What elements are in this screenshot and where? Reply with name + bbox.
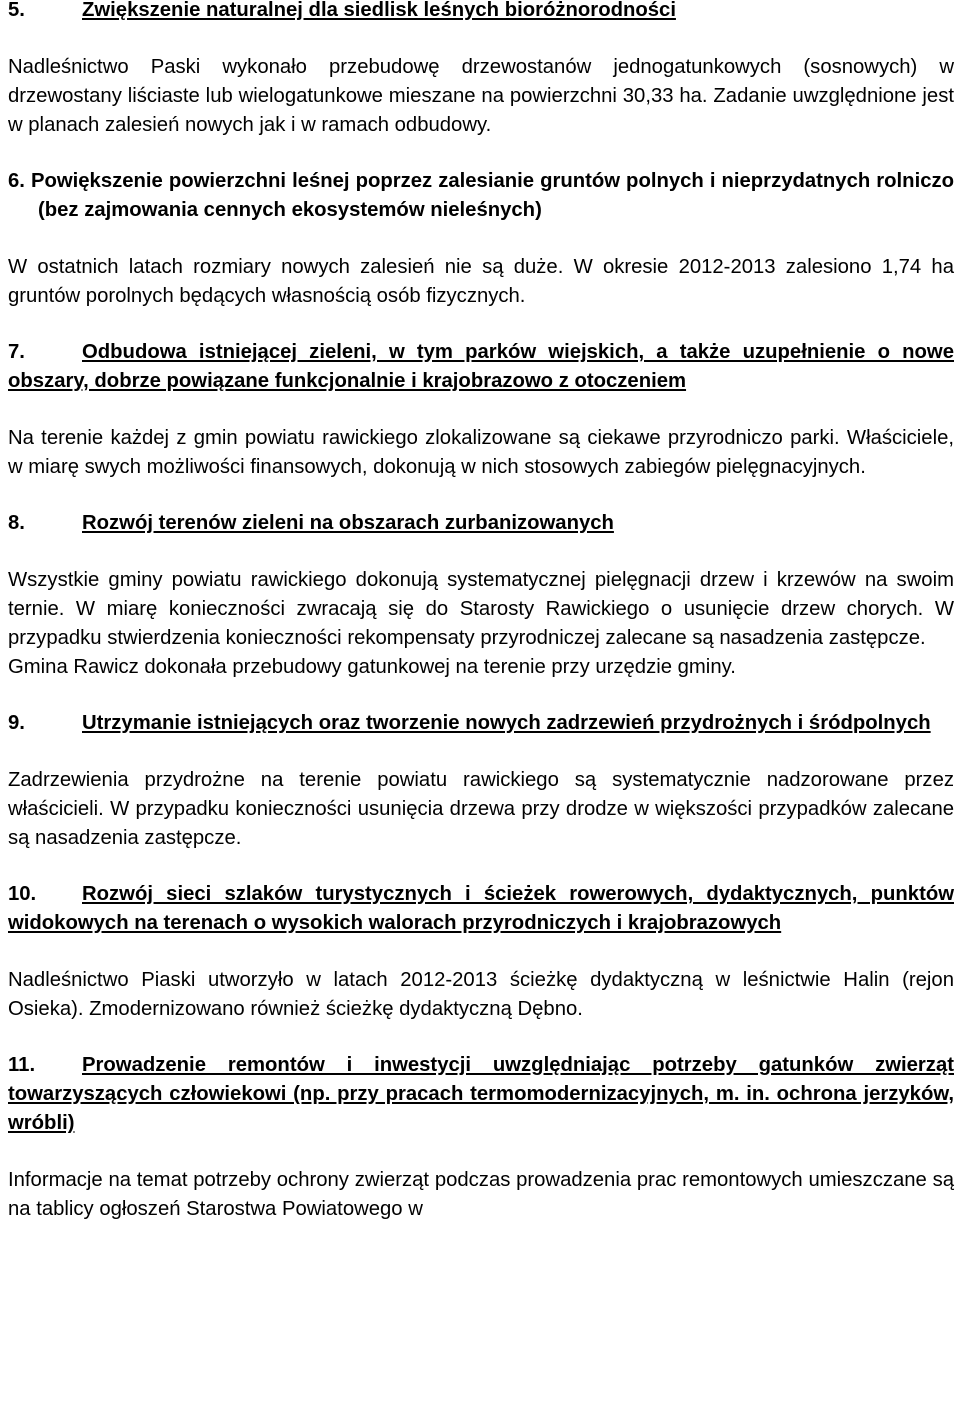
section-8-paragraph-2: Gmina Rawicz dokonała przebudowy gatunkowej na terenie przy urzędzie gminy. (8, 656, 736, 678)
section-8-number: 8. (8, 512, 25, 534)
section-11-title: Prowadzenie remontów i inwestycji uwzględniając potrzeby gatunków zwierząt towarzyszących człowiekowi (np. przy pracach termomodernizacyjnych, m. in. ochrona jerzyków, wróbli) (8, 1054, 954, 1134)
section-9-number: 9. (8, 712, 25, 734)
section-8-heading (8, 509, 954, 538)
section-9-heading (8, 709, 954, 738)
section-7-number: 7. (8, 341, 25, 363)
section-9-paragraph: Zadrzewienia przydrożne na terenie powiatu rawickiego są systematycznie nadzorowane przez właścicieli. W przypadku konieczności usunięcia drzewa przy drodze w większości przypadków zalecane są nasadzenia zastępcze. (8, 769, 954, 849)
section-5-heading (8, 0, 954, 25)
section-5-paragraph: Nadleśnictwo Paski wykonało przebudowę drzewostanów jednogatunkowych (sosnowych) w drzewostany liściaste lub wielogatunkowe mieszane na powierzchni 30,33 ha. Zadanie uwzględnione jest w planach zalesień nowych jak i w ramach odbudowy. (8, 56, 954, 136)
section-7-heading (8, 338, 954, 396)
section-8-title: Rozwój terenów zieleni na obszarach zurbanizowanych (82, 512, 614, 534)
section-10-paragraph: Nadleśnictwo Piaski utworzyło w latach 2012-2013 ścieżkę dydaktyczną w leśnictwie Halin (rejon Osieka). Zmodernizowano również ścieżkę dydaktyczną Dębno. (8, 969, 954, 1020)
document-page (8, 0, 954, 1224)
section-6-number: 6. (8, 170, 25, 192)
section-7-paragraph: Na terenie każdej z gmin powiatu rawickiego zlokalizowane są ciekawe przyrodniczo parki. Właściciele, w miarę swych możliwości finansowych, dokonują w nich stosowych zabiegów pielęgnacyjnych. (8, 427, 954, 478)
section-10-heading (8, 880, 954, 938)
section-11-number: 11. (8, 1054, 36, 1076)
section-8-paragraph-1: Wszystkie gminy powiatu rawickiego dokonują systematycznej pielęgnacji drzew i krzewów na swoim ternie. W miarę konieczności zwracają się do Starosty Rawickiego o usunięcie drzew chorych. W przypadku stwierdzenia konieczności rekompensaty przyrodniczej zalecane są nasadzenia zastępcze. (8, 569, 954, 649)
section-5-number: 5. (8, 0, 25, 21)
section-6-title: Powiększenie powierzchni leśnej poprzez zalesianie gruntów polnych i nieprzydatnych rolniczo (bez zajmowania cennych ekosystemów nieleśnych) (30, 170, 955, 221)
section-7-title: Odbudowa istniejącej zieleni, w tym parków wiejskich, a także uzupełnienie o nowe obszary, dobrze powiązane funkcjonalnie i krajobrazowo z otoczeniem (8, 341, 954, 392)
section-11-paragraph: Informacje na temat potrzeby ochrony zwierząt podczas prowadzenia prac remontowych umieszczane są na tablicy ogłoszeń Starostwa Powiatowego w (8, 1169, 954, 1220)
section-9-title: Utrzymanie istniejących oraz tworzenie nowych zadrzewień przydrożnych i śródpolnych (82, 712, 931, 734)
section-6-heading (8, 167, 954, 225)
section-5-title: Zwiększenie naturalnej dla siedlisk leśnych bioróżnorodności (82, 0, 676, 21)
section-11-heading (8, 1051, 954, 1138)
section-10-title: Rozwój sieci szlaków turystycznych i ścieżek rowerowych, dydaktycznych, punktów widokowych na terenach o wysokich walorach przyrodniczych i krajobrazowych (8, 883, 954, 934)
section-6-paragraph: W ostatnich latach rozmiary nowych zalesień nie są duże. W okresie 2012-2013 zalesiono 1,74 ha gruntów porolnych będących własnością osób fizycznych. (8, 256, 954, 307)
section-10-number: 10. (8, 883, 37, 905)
